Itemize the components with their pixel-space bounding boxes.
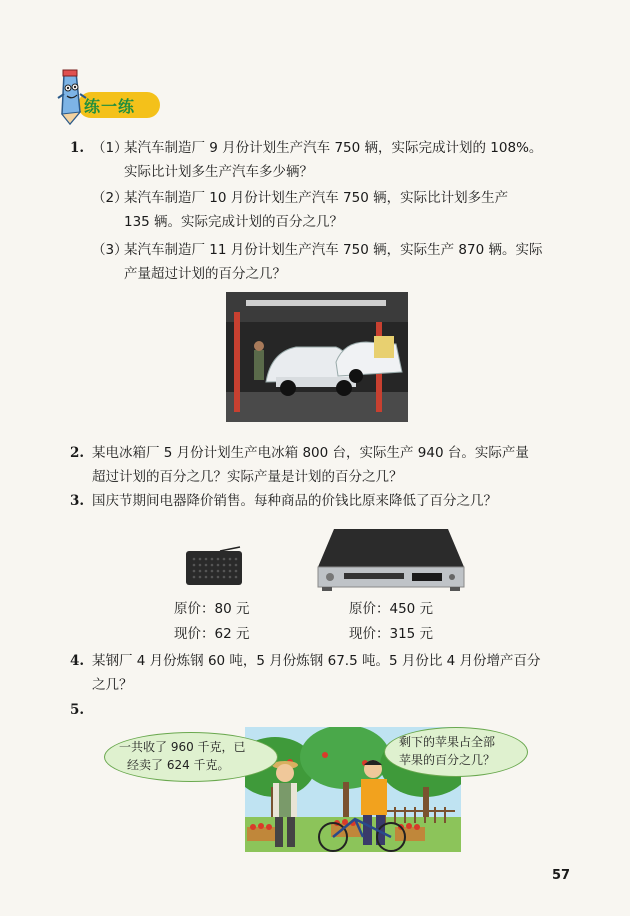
speech-bubble-left-line-1: 一共收了 960 千克，已 (119, 740, 246, 754)
problem-1-part-3-line-1: 某汽车制造厂 11 月份计划生产汽车 750 辆，实际生产 870 辆。实际 (124, 242, 543, 258)
problem-1-part-1-line-1: 某汽车制造厂 9 月份计划生产汽车 750 辆，实际完成计划的 108%。 (124, 140, 543, 156)
problem-1-part-2-line-2: 135 辆。实际完成计划的百分之几？ (124, 214, 344, 230)
dvd-player-image (316, 527, 466, 593)
dvd-original-price: 原价：450 元 (349, 601, 434, 617)
speech-bubble-right (384, 727, 528, 777)
car-factory-photo (226, 292, 408, 422)
problem-2-line-2: 超过计划的百分之几？实际产量是计划的百分之几？ (92, 469, 403, 485)
problem-4-number: 4. (70, 653, 85, 669)
speech-bubble-left (104, 732, 278, 782)
problem-1-number: 1. (70, 140, 85, 156)
problem-4-line-2: 之几？ (92, 677, 133, 693)
problem-2-line-1: 某电冰箱厂 5 月份计划生产电冰箱 800 台，实际生产 940 台。实际产量 (92, 445, 529, 461)
speech-bubble-left-line-2: 经卖了 624 千克。 (127, 758, 230, 772)
speech-bubble-right-line-1: 剩下的苹果占全部 (399, 735, 496, 749)
problem-1-part-1-label: （1） (92, 140, 128, 156)
problem-1-part-2-label: （2） (92, 190, 128, 206)
speech-bubble-right-line-2: 苹果的百分之几？ (399, 753, 496, 767)
problem-1-part-2-line-1: 某汽车制造厂 10 月份计划生产汽车 750 辆，实际比计划多生产 (124, 190, 509, 206)
problem-3-number: 3. (70, 493, 85, 509)
dvd-current-price: 现价：315 元 (349, 626, 434, 642)
problem-2-number: 2. (70, 445, 85, 461)
radio-image (184, 545, 244, 585)
problem-3-line-1: 国庆节期间电器降价销售。每种商品的价钱比原来降低了百分之几？ (92, 493, 497, 509)
section-title: 练一练 (84, 97, 136, 116)
problem-4-line-1: 某钢厂 4 月份炼钢 60 吨，5 月份炼钢 67.5 吨。5 月份比 4 月份增产百分 (92, 653, 541, 669)
problem-1-part-3-line-2: 产量超过计划的百分之几？ (124, 266, 286, 282)
radio-original-price: 原价：80 元 (174, 601, 250, 617)
problem-1-part-1-line-2: 实际比计划多生产汽车多少辆？ (124, 164, 313, 180)
problem-5-number: 5. (70, 702, 85, 718)
section-badge (50, 68, 160, 118)
page-number: 57 (552, 868, 571, 883)
problem-1-part-3-label: （3） (92, 242, 128, 258)
radio-current-price: 现价：62 元 (174, 626, 250, 642)
